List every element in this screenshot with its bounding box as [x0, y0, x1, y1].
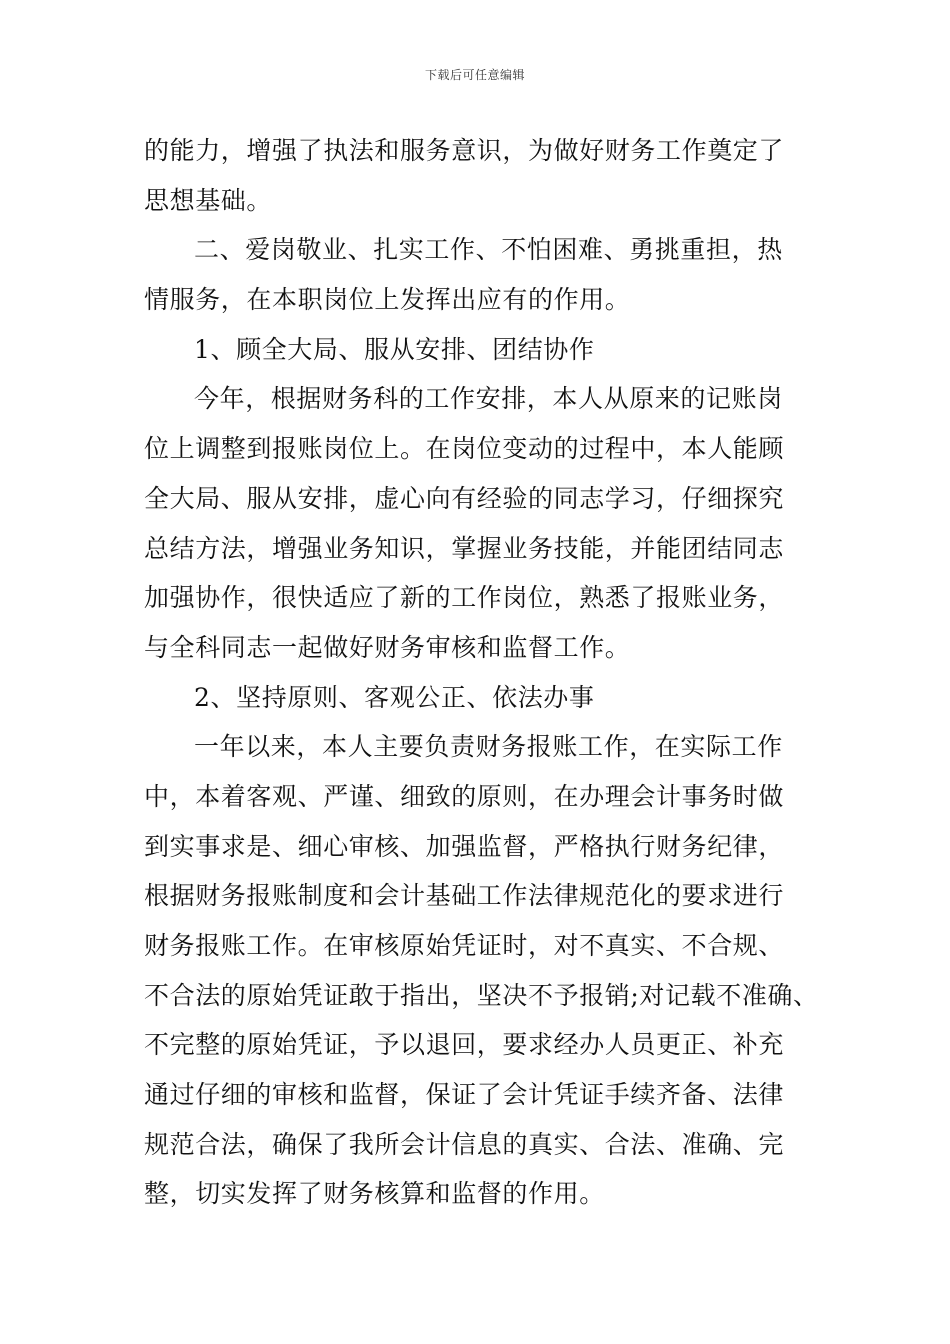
text-line: 的能力，增强了执法和服务意识，为做好财务工作奠定了	[144, 136, 785, 165]
paragraph-start: 一年以来，本人主要负责财务报账工作，在实际工作	[194, 732, 783, 762]
text-line: 总结方法，增强业务知识，掌握业务技能，并能团结同志	[144, 533, 785, 563]
text-line: 整，切实发挥了财务核算和监督的作用。	[144, 1179, 605, 1209]
text-line: 财务报账工作。在审核原始凭证时，对不真实、不合规、	[144, 931, 785, 960]
text-line: 全大局、服从安排，虚心向有经验的同志学习，仔细探究	[144, 483, 785, 513]
text-line: 思想基础。	[144, 185, 273, 215]
subheading-2: 2、坚持原则、客观公正、依法办事	[194, 682, 595, 712]
text-line: 到实事求是、细心审核、加强监督，严格执行财务纪律，	[144, 831, 785, 861]
text-line: 中，本着客观、严谨、细致的原则，在办理会计事务时做	[144, 781, 785, 811]
section-heading-2: 二、爱岗敬业、扎实工作、不怕困难、勇挑重担，热	[194, 235, 783, 265]
text-line: 位上调整到报账岗位上。在岗位变动的过程中，本人能顾	[144, 434, 785, 464]
text-line: 不合法的原始凭证敢于指出，坚决不予报销;对记载不准确、	[144, 980, 819, 1010]
subheading-1: 1、顾全大局、服从安排、团结协作	[194, 334, 595, 364]
text-line: 加强协作，很快适应了新的工作岗位，熟悉了报账业务，	[144, 583, 785, 613]
paragraph-start: 今年，根据财务科的工作安排，本人从原来的记账岗	[194, 384, 783, 414]
text-line: 规范合法，确保了我所会计信息的真实、合法、准确、完	[144, 1129, 785, 1159]
text-line: 与全科同志一起做好财务审核和监督工作。	[144, 632, 631, 662]
text-line: 情服务，在本职岗位上发挥出应有的作用。	[144, 285, 631, 315]
text-line: 不完整的原始凭证，予以退回，要求经办人员更正、补充	[144, 1030, 785, 1060]
text-line: 通过仔细的审核和监督，保证了会计凭证手续齐备、法律	[144, 1080, 785, 1110]
header-note: 下载后可任意编辑	[424, 68, 525, 82]
text-line: 根据财务报账制度和会计基础工作法律规范化的要求进行	[144, 881, 785, 911]
body-text	[144, 126, 824, 1219]
